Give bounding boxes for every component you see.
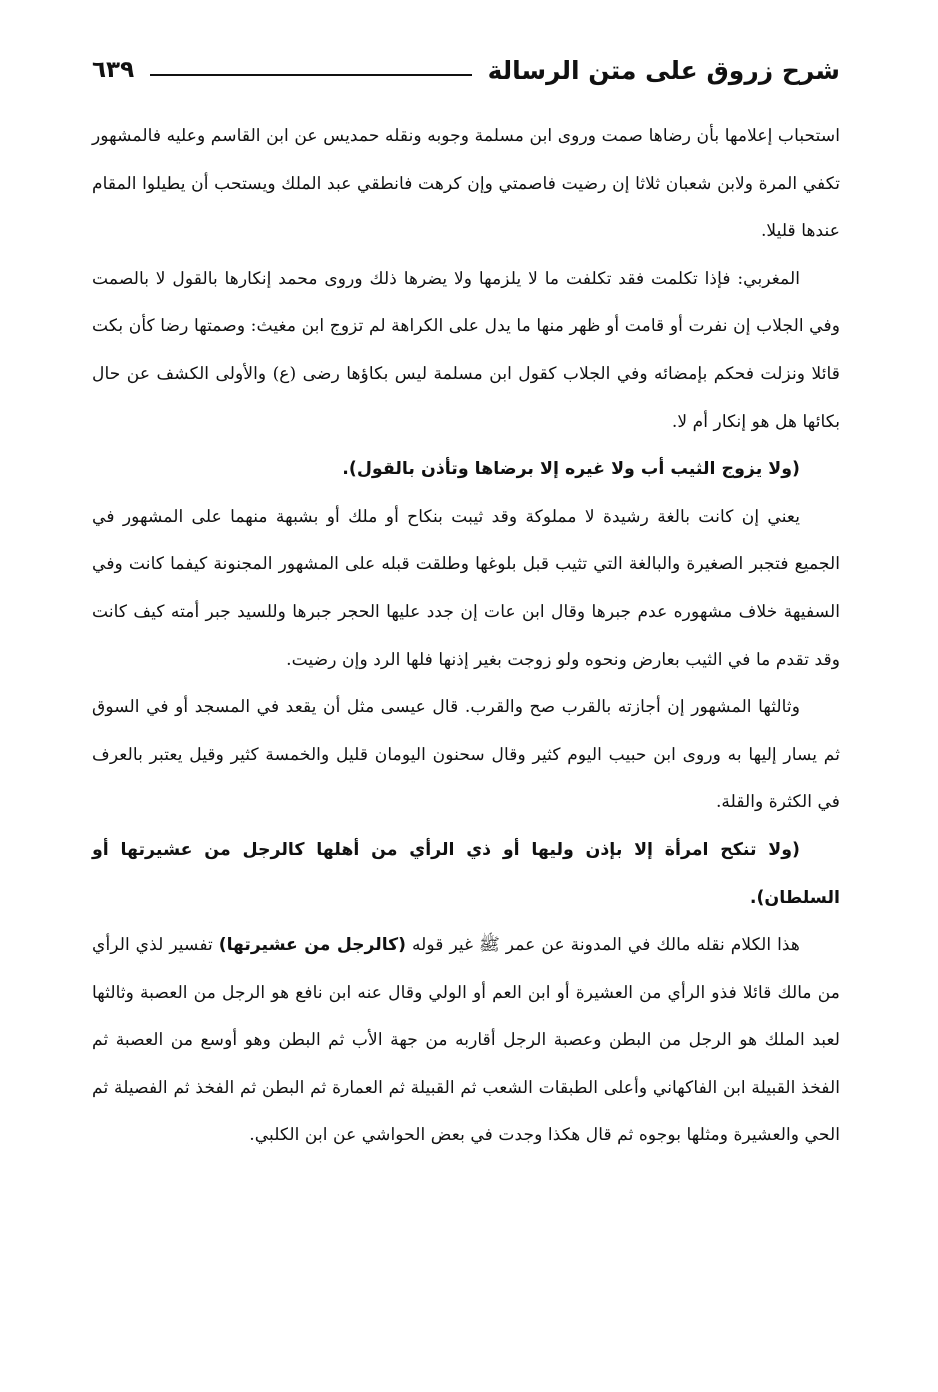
matn-quote: (ولا تنكح امرأة إلا بإذن وليها أو ذي الرأي من أهلها كالرجل من عشيرتها أو السلطان).	[92, 839, 840, 908]
page-header	[92, 46, 840, 94]
running-title: شرح زروق على متن الرسالة	[487, 55, 840, 85]
matn-quote: (ولا يزوج الثيب أب ولا غيره إلا برضاها وتأذن بالقول).	[342, 459, 800, 480]
paragraph: استحباب إعلامها بأن رضاها صمت وروى ابن مسلمة وجوبه ونقله حمديس عن ابن القاسم وعليه فالمشهور تكفي المرة ولابن شعبان ثلاثا إن رضيت فاصمتي وإن كرهت فانطقي عبد الملك ويستحب أن يطيلوا المقام عندها قليلا.	[92, 126, 840, 242]
book-page	[92, 0, 840, 1392]
paragraph: المغربي: فإذا تكلمت فقد تكلفت ما لا يلزمها ولا يضرها ذلك وروى محمد إنكارها بالقول لا بالصمت وفي الجلاب إن نفرت أو قامت أو ظهر منها ما يدل على الكراهة لم تزوج ابن مغيث: وصمتها رضا كأن بكت قائلا ونزلت فحكم بإمضائه وفي الجلاب كقول ابن مسلمة ليس بكاؤها رضى (ع) والأولى الكشف عن حال بكائها هل هو إنكار أم لا.	[92, 268, 840, 432]
paragraph-text: هذا الكلام نقله مالك في المدونة عن عمر ﷺ غير قوله	[406, 935, 800, 956]
body-text	[92, 113, 840, 1160]
paragraph-text: تفسير لذي الرأي من مالك قائلا فذو الرأي من العشيرة أو ابن العم أو الولي وقال عنه ابن نافع هو الرجل من العصبة وثالثها لعبد الملك هو الرجل من البطن وعصبة الرجل أقاربه من جهة الأب ثم البطن وهو أوسع من العصبة ثم الفخذ القبيلة ابن الفاكهاني وأعلى الطبقات الشعب ثم القبيلة ثم العمارة ثم البطن ثم الفخذ ثم الفصيلة ثم الحي والعشيرة ومثلها بوجوه ثم قال هكذا وجدت في بعض الحواشي عن ابن الكلبي.	[92, 935, 840, 1146]
paragraph: وثالثها المشهور إن أجازته بالقرب صح والقرب. قال عيسى مثل أن يقعد في المسجد أو في السوق ثم يسار إليها به وروى ابن حبيب اليوم كثير وقال سحنون اليومان قليل والخمسة كثير وقيل يعتبر بالعرف في الكثرة والقلة.	[92, 697, 840, 813]
paragraph: يعني إن كانت بالغة رشيدة لا مملوكة وقد ثيبت بنكاح أو ملك أو بشبهة منهما على المشهور في الجميع فتجبر الصغيرة والبالغة التي تثيب قبل بلوغها وطلقت قبله على المشهور المجنونة كيفما كانت وفي السفيهة خلاف مشهوره عدم جبرها وقال ابن عات إن جدد عليها الحجر جبرها وللسيد جبر أمته كيف كانت وقد تقدم ما في الثيب بعارض ونحوه ولو زوجت بغير إذنها فلها الرد وإن رضيت.	[92, 506, 840, 670]
page-number: ٦٣٩	[92, 57, 135, 83]
inline-matn-quote: (كالرجل من عشيرتها)	[218, 935, 407, 956]
paragraph	[92, 922, 840, 1160]
header-divider	[150, 74, 471, 76]
